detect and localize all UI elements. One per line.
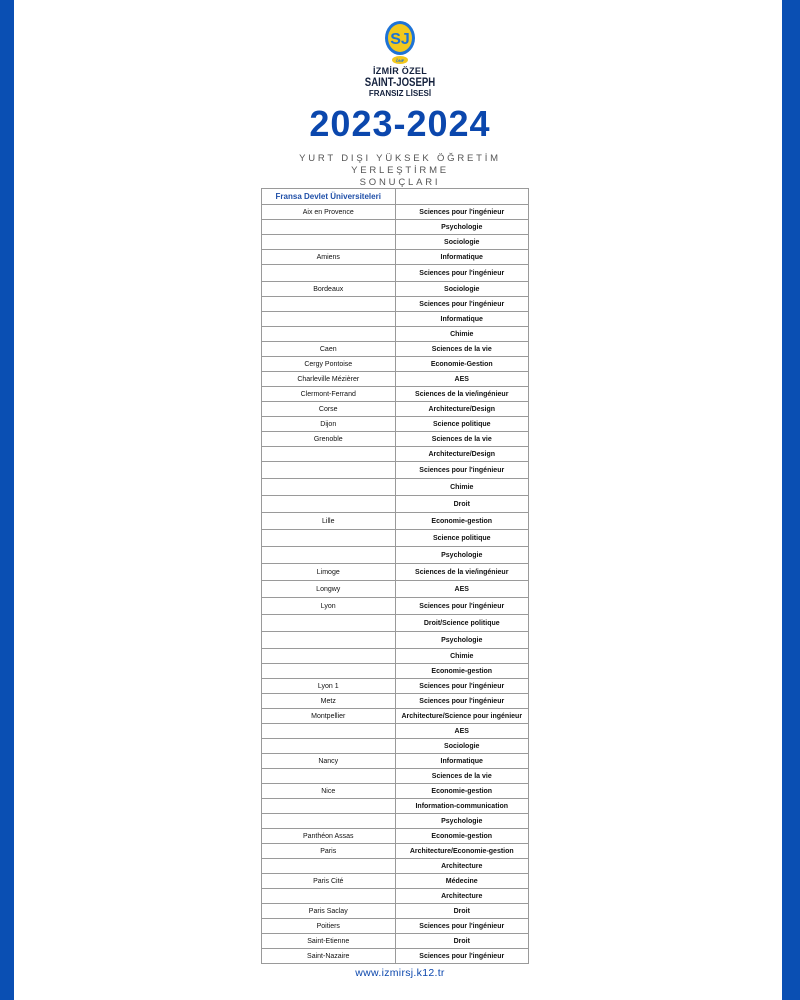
table-row bbox=[262, 829, 529, 844]
table-row bbox=[262, 564, 529, 581]
university-city-cell bbox=[262, 664, 396, 679]
program-field-cell: Sciences pour l'ingénieur bbox=[395, 205, 529, 220]
program-field-cell: Informatique bbox=[395, 312, 529, 327]
program-field-cell: Psychologie bbox=[395, 632, 529, 649]
program-field-cell: Architecture/Science pour ingénieur bbox=[395, 709, 529, 724]
table-row bbox=[262, 844, 529, 859]
table-row bbox=[262, 530, 529, 547]
table-row bbox=[262, 357, 529, 372]
university-city-cell bbox=[262, 312, 396, 327]
table-row bbox=[262, 312, 529, 327]
university-city-cell: Charleville Mézièrer bbox=[262, 372, 396, 387]
university-city-cell: Corse bbox=[262, 402, 396, 417]
program-field-cell: Sociologie bbox=[395, 282, 529, 297]
university-city-cell: Nice bbox=[262, 784, 396, 799]
university-city-cell bbox=[262, 447, 396, 462]
table-row bbox=[262, 205, 529, 220]
university-city-cell: Panthéon Assas bbox=[262, 829, 396, 844]
website-url[interactable]: www.izmirsj.k12.tr bbox=[355, 967, 445, 979]
table-row bbox=[262, 297, 529, 312]
table-row bbox=[262, 949, 529, 964]
university-city-cell: Saint-Nazaire bbox=[262, 949, 396, 964]
university-city-cell: Lyon bbox=[262, 598, 396, 615]
table-row bbox=[262, 447, 529, 462]
program-field-cell: Sciences pour l'ingénieur bbox=[395, 462, 529, 479]
university-city-cell: Lille bbox=[262, 513, 396, 530]
program-field-cell: Sciences pour l'ingénieur bbox=[395, 265, 529, 282]
university-city-cell bbox=[262, 265, 396, 282]
program-field-cell: AES bbox=[395, 372, 529, 387]
table-row bbox=[262, 513, 529, 530]
table-row bbox=[262, 372, 529, 387]
university-city-cell: Lyon 1 bbox=[262, 679, 396, 694]
program-field-cell: Architecture/Design bbox=[395, 402, 529, 417]
university-city-cell: Limoge bbox=[262, 564, 396, 581]
program-field-cell: Science politique bbox=[395, 530, 529, 547]
table-row bbox=[262, 327, 529, 342]
university-city-cell bbox=[262, 615, 396, 632]
university-city-cell bbox=[262, 462, 396, 479]
table-header-universities: Fransa Devlet Üniversiteleri bbox=[262, 189, 396, 205]
university-city-cell bbox=[262, 479, 396, 496]
university-city-cell: Cergy Pontoise bbox=[262, 357, 396, 372]
university-city-cell: Bordeaux bbox=[262, 282, 396, 297]
table-row bbox=[262, 250, 529, 265]
program-field-cell: Sciences pour l'ingénieur bbox=[395, 679, 529, 694]
university-city-cell: Longwy bbox=[262, 581, 396, 598]
program-field-cell: Sciences pour l'ingénieur bbox=[395, 919, 529, 934]
program-field-cell: Sciences de la vie/ingénieur bbox=[395, 564, 529, 581]
page-subtitle bbox=[250, 153, 550, 189]
university-city-cell: Montpellier bbox=[262, 709, 396, 724]
university-city-cell bbox=[262, 547, 396, 564]
program-field-cell: Architecture/Economie-gestion bbox=[395, 844, 529, 859]
program-field-cell: Economie-gestion bbox=[395, 664, 529, 679]
university-city-cell: Saint-Etienne bbox=[262, 934, 396, 949]
table-row bbox=[262, 342, 529, 357]
program-field-cell: Sociologie bbox=[395, 739, 529, 754]
subtitle-line2: SONUÇLARI bbox=[359, 177, 441, 188]
university-city-cell: Nancy bbox=[262, 754, 396, 769]
logo-text: SJ bbox=[390, 31, 410, 48]
program-field-cell: Informatique bbox=[395, 754, 529, 769]
table-row bbox=[262, 919, 529, 934]
table-row bbox=[262, 547, 529, 564]
table-row bbox=[262, 724, 529, 739]
university-city-cell bbox=[262, 297, 396, 312]
table-row bbox=[262, 462, 529, 479]
program-field-cell: Psychologie bbox=[395, 220, 529, 235]
university-city-cell: Poitiers bbox=[262, 919, 396, 934]
university-city-cell bbox=[262, 814, 396, 829]
university-city-cell bbox=[262, 220, 396, 235]
table-row bbox=[262, 769, 529, 784]
table-row bbox=[262, 615, 529, 632]
table-row bbox=[262, 754, 529, 769]
university-city-cell bbox=[262, 889, 396, 904]
table-row bbox=[262, 694, 529, 709]
table-row bbox=[262, 709, 529, 724]
university-city-cell bbox=[262, 799, 396, 814]
program-field-cell: Sciences pour l'ingénieur bbox=[395, 297, 529, 312]
table-row bbox=[262, 282, 529, 297]
page-title-year: 2023-2024 bbox=[309, 103, 491, 144]
school-logo bbox=[383, 20, 417, 66]
university-city-cell: Metz bbox=[262, 694, 396, 709]
university-city-cell bbox=[262, 649, 396, 664]
table-row bbox=[262, 235, 529, 250]
table-row bbox=[262, 402, 529, 417]
program-field-cell: Sciences pour l'ingénieur bbox=[395, 949, 529, 964]
table-row bbox=[262, 859, 529, 874]
table-row bbox=[262, 739, 529, 754]
table-row bbox=[262, 889, 529, 904]
university-city-cell: Grenoble bbox=[262, 432, 396, 447]
program-field-cell: Médecine bbox=[395, 874, 529, 889]
program-field-cell: Sciences de la vie/ingénieur bbox=[395, 387, 529, 402]
program-field-cell: Chimie bbox=[395, 479, 529, 496]
table-row bbox=[262, 934, 529, 949]
university-city-cell bbox=[262, 769, 396, 784]
program-field-cell: AES bbox=[395, 724, 529, 739]
program-field-cell: Sciences de la vie bbox=[395, 342, 529, 357]
program-field-cell: Droit/Science politique bbox=[395, 615, 529, 632]
program-field-cell: Economie-gestion bbox=[395, 829, 529, 844]
university-city-cell bbox=[262, 327, 396, 342]
program-field-cell: Information-communication bbox=[395, 799, 529, 814]
table-row bbox=[262, 784, 529, 799]
school-name-line2: SAINT-JOSEPH bbox=[364, 75, 436, 89]
table-row bbox=[262, 598, 529, 615]
table-row bbox=[262, 632, 529, 649]
program-field-cell: Psychologie bbox=[395, 814, 529, 829]
logo-subtext: ÖNF bbox=[395, 58, 405, 63]
table-row bbox=[262, 496, 529, 513]
university-city-cell bbox=[262, 496, 396, 513]
university-city-cell: Paris bbox=[262, 844, 396, 859]
program-field-cell: Science politique bbox=[395, 417, 529, 432]
school-name-line1: İZMİR ÖZEL bbox=[373, 66, 427, 76]
university-city-cell: Clermont-Ferrand bbox=[262, 387, 396, 402]
university-city-cell bbox=[262, 530, 396, 547]
table-row bbox=[262, 432, 529, 447]
table-body bbox=[262, 205, 529, 964]
program-field-cell: Informatique bbox=[395, 250, 529, 265]
table-row bbox=[262, 679, 529, 694]
program-field-cell: Droit bbox=[395, 496, 529, 513]
university-city-cell: Aix en Provence bbox=[262, 205, 396, 220]
program-field-cell: Chimie bbox=[395, 327, 529, 342]
school-name-line3: FRANSIZ LİSESİ bbox=[368, 89, 432, 98]
program-field-cell: Sciences de la vie bbox=[395, 432, 529, 447]
table-row bbox=[262, 417, 529, 432]
placement-results-table bbox=[261, 188, 529, 964]
program-field-cell: Economie-Gestion bbox=[395, 357, 529, 372]
program-field-cell: Sociologie bbox=[395, 235, 529, 250]
university-city-cell: Paris Saclay bbox=[262, 904, 396, 919]
university-city-cell bbox=[262, 739, 396, 754]
table-row bbox=[262, 581, 529, 598]
table-row bbox=[262, 220, 529, 235]
program-field-cell: Sciences pour l'ingénieur bbox=[395, 694, 529, 709]
program-field-cell: Psychologie bbox=[395, 547, 529, 564]
table-row bbox=[262, 799, 529, 814]
table-row bbox=[262, 664, 529, 679]
program-field-cell: Economie-gestion bbox=[395, 784, 529, 799]
university-city-cell bbox=[262, 724, 396, 739]
university-city-cell bbox=[262, 235, 396, 250]
program-field-cell: Sciences de la vie bbox=[395, 769, 529, 784]
university-city-cell: Paris Cité bbox=[262, 874, 396, 889]
table-row bbox=[262, 479, 529, 496]
table-row bbox=[262, 265, 529, 282]
right-border-bar bbox=[782, 0, 800, 1000]
program-field-cell: Chimie bbox=[395, 649, 529, 664]
university-city-cell: Caen bbox=[262, 342, 396, 357]
left-border-bar bbox=[0, 0, 14, 1000]
program-field-cell: Architecture/Design bbox=[395, 447, 529, 462]
program-field-cell: Sciences pour l'ingénieur bbox=[395, 598, 529, 615]
table-header-blank bbox=[395, 189, 529, 205]
program-field-cell: Economie-gestion bbox=[395, 513, 529, 530]
program-field-cell: Architecture bbox=[395, 889, 529, 904]
table-row bbox=[262, 387, 529, 402]
program-field-cell: Droit bbox=[395, 934, 529, 949]
table-row bbox=[262, 649, 529, 664]
program-field-cell: Droit bbox=[395, 904, 529, 919]
university-city-cell bbox=[262, 632, 396, 649]
table-row bbox=[262, 874, 529, 889]
program-field-cell: AES bbox=[395, 581, 529, 598]
table-row bbox=[262, 814, 529, 829]
university-city-cell: Amiens bbox=[262, 250, 396, 265]
university-city-cell: Dijon bbox=[262, 417, 396, 432]
table-header-row bbox=[262, 189, 529, 205]
subtitle-line1: YURT DIŞI YÜKSEK ÖĞRETİM YERLEŞTİRME bbox=[299, 153, 501, 176]
program-field-cell: Architecture bbox=[395, 859, 529, 874]
university-city-cell bbox=[262, 859, 396, 874]
table-row bbox=[262, 904, 529, 919]
